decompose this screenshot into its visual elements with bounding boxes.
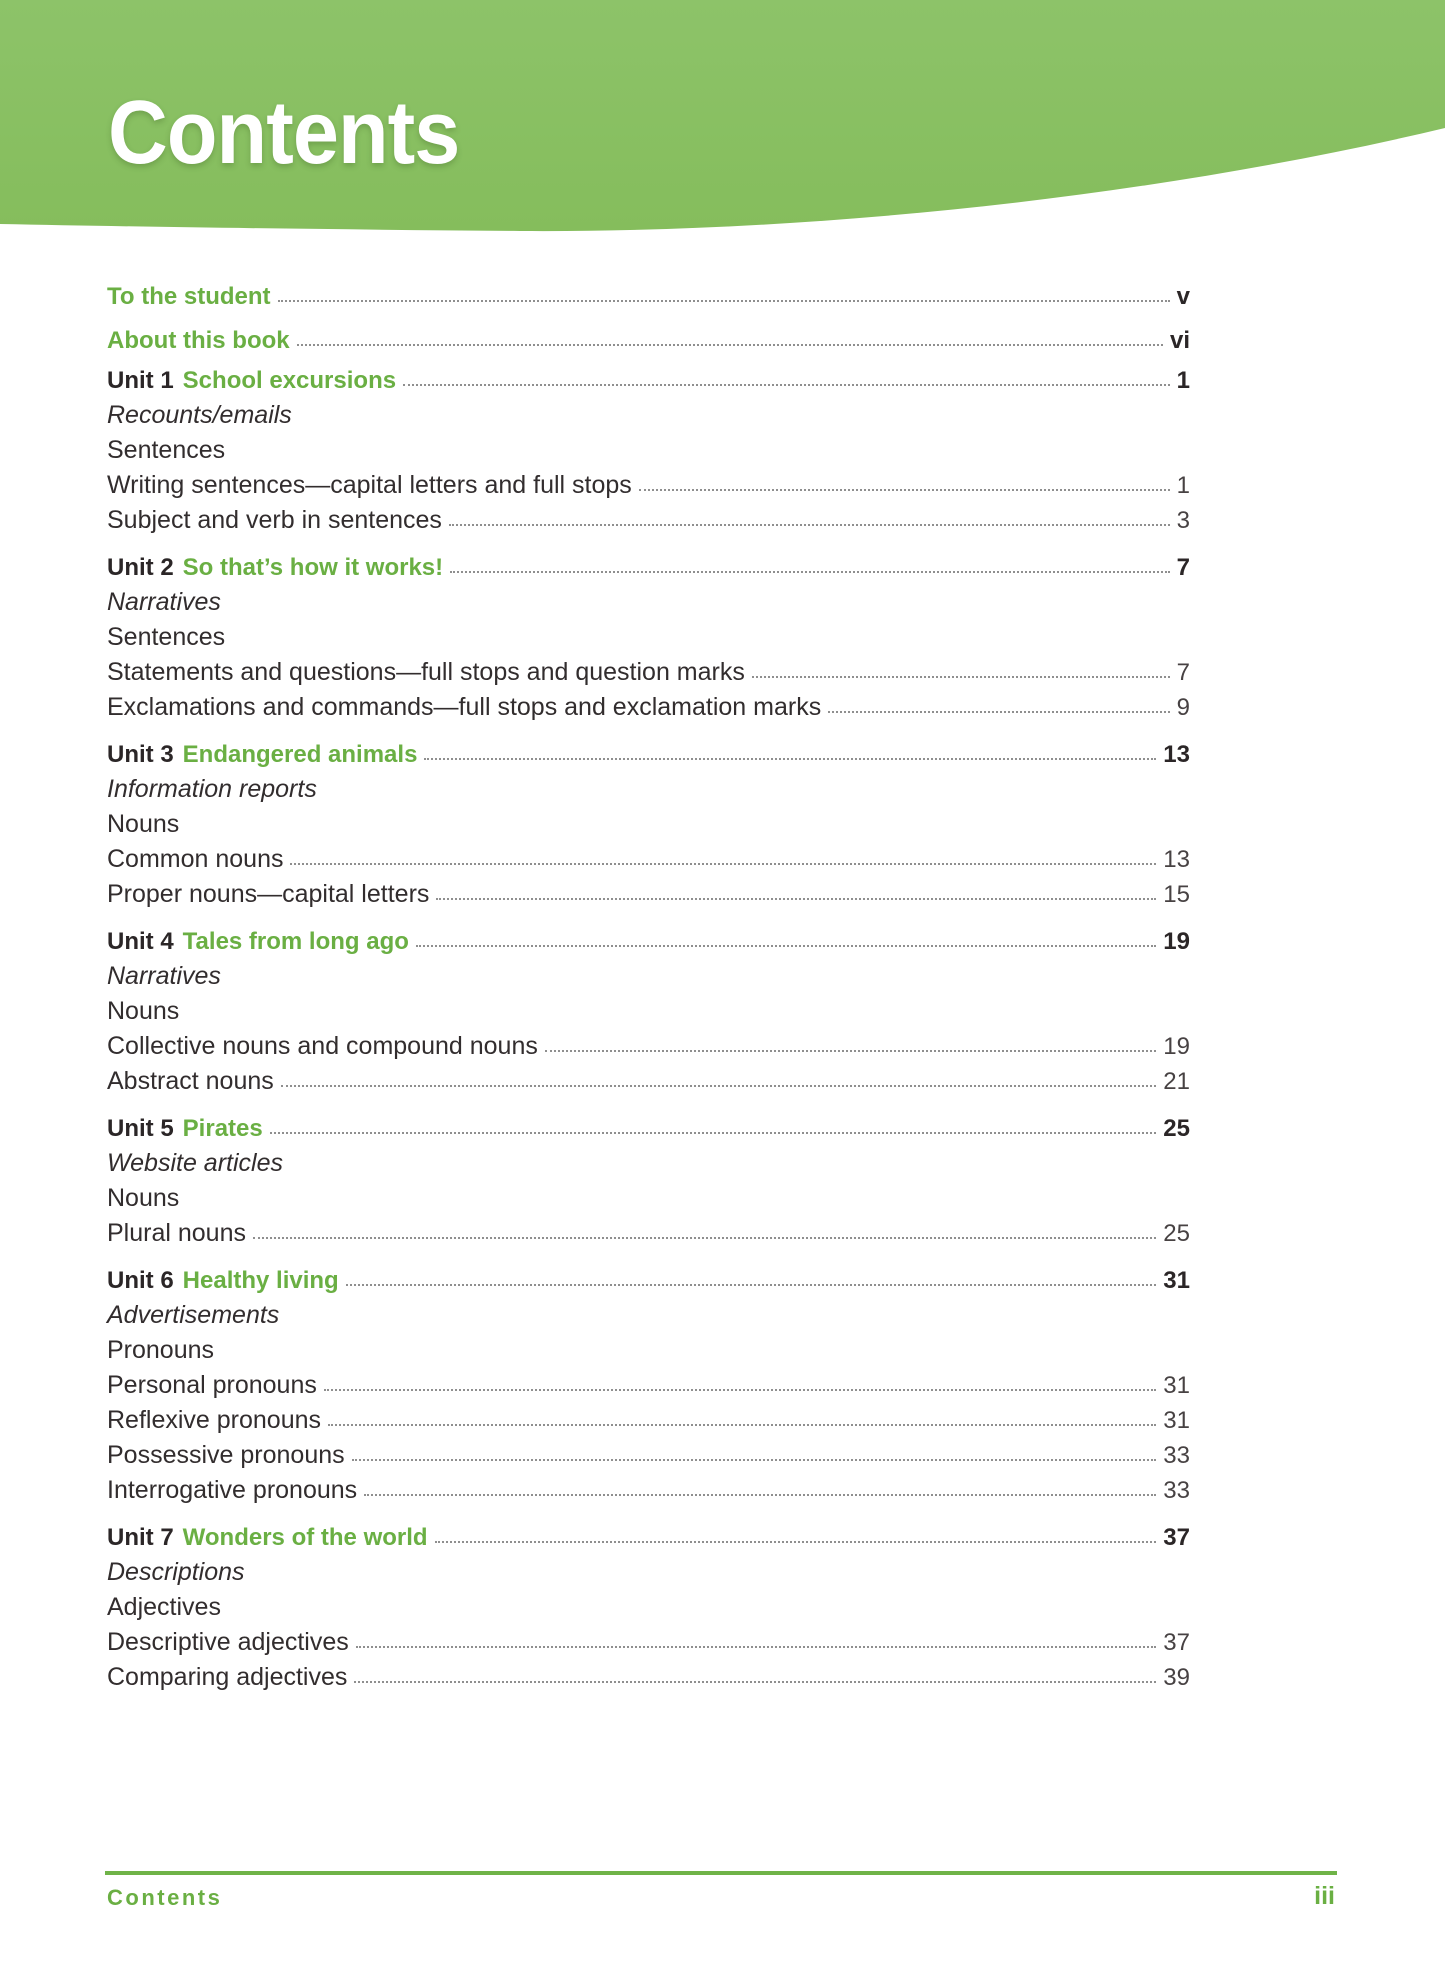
toc-entry[interactable]	[107, 465, 1190, 500]
toc-entry-label: Comparing adjectives	[107, 1663, 348, 1691]
dot-leader	[356, 1646, 1157, 1648]
table-of-contents	[107, 267, 1190, 1692]
toc-entry-page: 1	[1176, 472, 1190, 499]
toc-entry-label: Proper nouns—capital letters	[107, 880, 430, 908]
unit-number: Unit 4	[107, 928, 174, 955]
unit-title: School excursions	[182, 367, 397, 394]
toc-entry-page: 7	[1176, 659, 1190, 686]
topic-row	[107, 1330, 1190, 1365]
unit-block-5	[107, 1108, 1190, 1248]
topic-label: Nouns	[107, 1184, 180, 1212]
toc-entry-page: 31	[1163, 1372, 1190, 1399]
unit-page: 37	[1163, 1524, 1190, 1551]
dot-leader	[278, 300, 1170, 302]
dot-leader	[424, 758, 1156, 760]
toc-entry[interactable]	[107, 1400, 1190, 1435]
toc-entry-page: 37	[1163, 1629, 1190, 1656]
toc-entry[interactable]	[107, 1657, 1190, 1692]
footer-page-number: iii	[1314, 1882, 1335, 1910]
toc-entry-page: 9	[1176, 694, 1190, 721]
text-type-row	[107, 1552, 1190, 1587]
toc-entry-label: Exclamations and commands—full stops and exclamation marks	[107, 693, 822, 721]
toc-entry[interactable]	[107, 874, 1190, 909]
text-type-row	[107, 582, 1190, 617]
toc-entry[interactable]	[107, 1622, 1190, 1657]
dot-leader	[290, 863, 1156, 865]
header-banner	[0, 0, 1445, 236]
unit-heading-row[interactable]	[107, 547, 1190, 582]
page-title: Contents	[108, 83, 460, 183]
unit-heading-row[interactable]	[107, 921, 1190, 956]
toc-entry-label: Writing sentences—capital letters and full stops	[107, 471, 632, 499]
dot-leader	[352, 1459, 1157, 1461]
unit-number: Unit 7	[107, 1524, 174, 1551]
unit-page: 13	[1163, 741, 1190, 768]
topic-row	[107, 1587, 1190, 1622]
unit-heading-row[interactable]	[107, 1517, 1190, 1552]
unit-title: Wonders of the world	[182, 1524, 428, 1551]
unit-number: Unit 5	[107, 1115, 174, 1142]
toc-entry[interactable]	[107, 839, 1190, 874]
text-type-label: Descriptions	[107, 1558, 245, 1586]
toc-entry-label: Collective nouns and compound nouns	[107, 1032, 538, 1060]
dot-leader	[328, 1424, 1156, 1426]
toc-entry-label: Personal pronouns	[107, 1371, 317, 1399]
toc-entry[interactable]	[107, 1213, 1190, 1248]
dot-leader	[297, 344, 1163, 346]
toc-entry-label: Plural nouns	[107, 1219, 246, 1247]
topic-row	[107, 804, 1190, 839]
toc-entry-label: Subject and verb in sentences	[107, 506, 442, 534]
dot-leader	[270, 1132, 1157, 1134]
text-type-row	[107, 769, 1190, 804]
dot-leader	[403, 384, 1170, 386]
toc-entry-label: About this book	[107, 327, 290, 354]
toc-entry-page: vi	[1169, 327, 1190, 354]
toc-entry[interactable]	[107, 1435, 1190, 1470]
toc-entry[interactable]	[107, 687, 1190, 722]
dot-leader	[639, 489, 1170, 491]
topic-label: Nouns	[107, 997, 180, 1025]
unit-block-3	[107, 734, 1190, 909]
toc-entry-page: 31	[1163, 1407, 1190, 1434]
toc-entry-to-the-student[interactable]	[107, 267, 1190, 311]
dot-leader	[752, 676, 1170, 678]
unit-page: 25	[1163, 1115, 1190, 1142]
text-type-label: Recounts/emails	[107, 401, 292, 429]
unit-number: Unit 2	[107, 554, 174, 581]
unit-block-1	[107, 360, 1190, 535]
unit-title: Endangered animals	[182, 741, 418, 768]
toc-entry-page: 13	[1163, 846, 1190, 873]
toc-entry-label: To the student	[107, 283, 271, 310]
toc-entry-page: 39	[1163, 1664, 1190, 1691]
dot-leader	[354, 1681, 1156, 1683]
toc-entry-label: Abstract nouns	[107, 1067, 274, 1095]
toc-entry-about-this-book[interactable]	[107, 311, 1190, 355]
dot-leader	[828, 711, 1169, 713]
toc-entry-page: 21	[1163, 1068, 1190, 1095]
text-type-row	[107, 1143, 1190, 1178]
toc-entry-page: 15	[1163, 881, 1190, 908]
unit-page: 7	[1176, 554, 1190, 581]
toc-entry[interactable]	[107, 1470, 1190, 1505]
toc-entry[interactable]	[107, 500, 1190, 535]
toc-entry-label: Reflexive pronouns	[107, 1406, 322, 1434]
unit-heading-row[interactable]	[107, 734, 1190, 769]
toc-entry-page: v	[1176, 283, 1190, 310]
footer-rule	[105, 1871, 1337, 1875]
toc-entry[interactable]	[107, 652, 1190, 687]
unit-heading-row[interactable]	[107, 1108, 1190, 1143]
toc-entry[interactable]	[107, 1026, 1190, 1061]
unit-title: Healthy living	[182, 1267, 339, 1294]
dot-leader	[281, 1085, 1157, 1087]
topic-row	[107, 991, 1190, 1026]
footer-section-label: Contents	[107, 1885, 223, 1910]
topic-label: Sentences	[107, 436, 226, 464]
toc-entry-page: 3	[1176, 507, 1190, 534]
dot-leader	[449, 524, 1170, 526]
topic-row	[107, 1178, 1190, 1213]
topic-label: Nouns	[107, 810, 180, 838]
topic-row	[107, 430, 1190, 465]
unit-heading-row[interactable]	[107, 1260, 1190, 1295]
topic-label: Pronouns	[107, 1336, 215, 1364]
toc-entry-label: Interrogative pronouns	[107, 1476, 358, 1504]
unit-title: Tales from long ago	[182, 928, 409, 955]
text-type-label: Narratives	[107, 588, 221, 616]
text-type-label: Website articles	[107, 1149, 283, 1177]
toc-entry-label: Possessive pronouns	[107, 1441, 345, 1469]
dot-leader	[364, 1494, 1156, 1496]
unit-number: Unit 1	[107, 367, 174, 394]
unit-page: 19	[1163, 928, 1190, 955]
unit-title: Pirates	[182, 1115, 263, 1142]
topic-row	[107, 617, 1190, 652]
dot-leader	[253, 1237, 1156, 1239]
toc-entry-page: 25	[1163, 1220, 1190, 1247]
dot-leader	[416, 945, 1156, 947]
dot-leader	[450, 571, 1170, 573]
topic-label: Sentences	[107, 623, 226, 651]
toc-entry-page: 33	[1163, 1442, 1190, 1469]
unit-block-4	[107, 921, 1190, 1096]
toc-entry-label: Descriptive adjectives	[107, 1628, 349, 1656]
unit-heading-row[interactable]	[107, 360, 1190, 395]
text-type-label: Advertisements	[107, 1301, 280, 1329]
text-type-label: Information reports	[107, 775, 317, 803]
toc-entry-page: 33	[1163, 1477, 1190, 1504]
unit-block-7	[107, 1517, 1190, 1692]
text-type-row	[107, 1295, 1190, 1330]
text-type-label: Narratives	[107, 962, 221, 990]
unit-number: Unit 3	[107, 741, 174, 768]
unit-page: 1	[1176, 367, 1190, 394]
unit-page: 31	[1163, 1267, 1190, 1294]
unit-block-6	[107, 1260, 1190, 1505]
text-type-row	[107, 395, 1190, 430]
unit-number: Unit 6	[107, 1267, 174, 1294]
toc-entry[interactable]	[107, 1365, 1190, 1400]
toc-entry-label: Statements and questions—full stops and question marks	[107, 658, 745, 686]
dot-leader	[324, 1389, 1156, 1391]
toc-entry[interactable]	[107, 1061, 1190, 1096]
dot-leader	[436, 898, 1156, 900]
dot-leader	[346, 1284, 1157, 1286]
topic-label: Adjectives	[107, 1593, 221, 1621]
dot-leader	[545, 1050, 1156, 1052]
unit-title: So that’s how it works!	[182, 554, 444, 581]
toc-entry-page: 19	[1163, 1033, 1190, 1060]
dot-leader	[435, 1541, 1157, 1543]
unit-block-2	[107, 547, 1190, 722]
text-type-row	[107, 956, 1190, 991]
toc-entry-label: Common nouns	[107, 845, 284, 873]
